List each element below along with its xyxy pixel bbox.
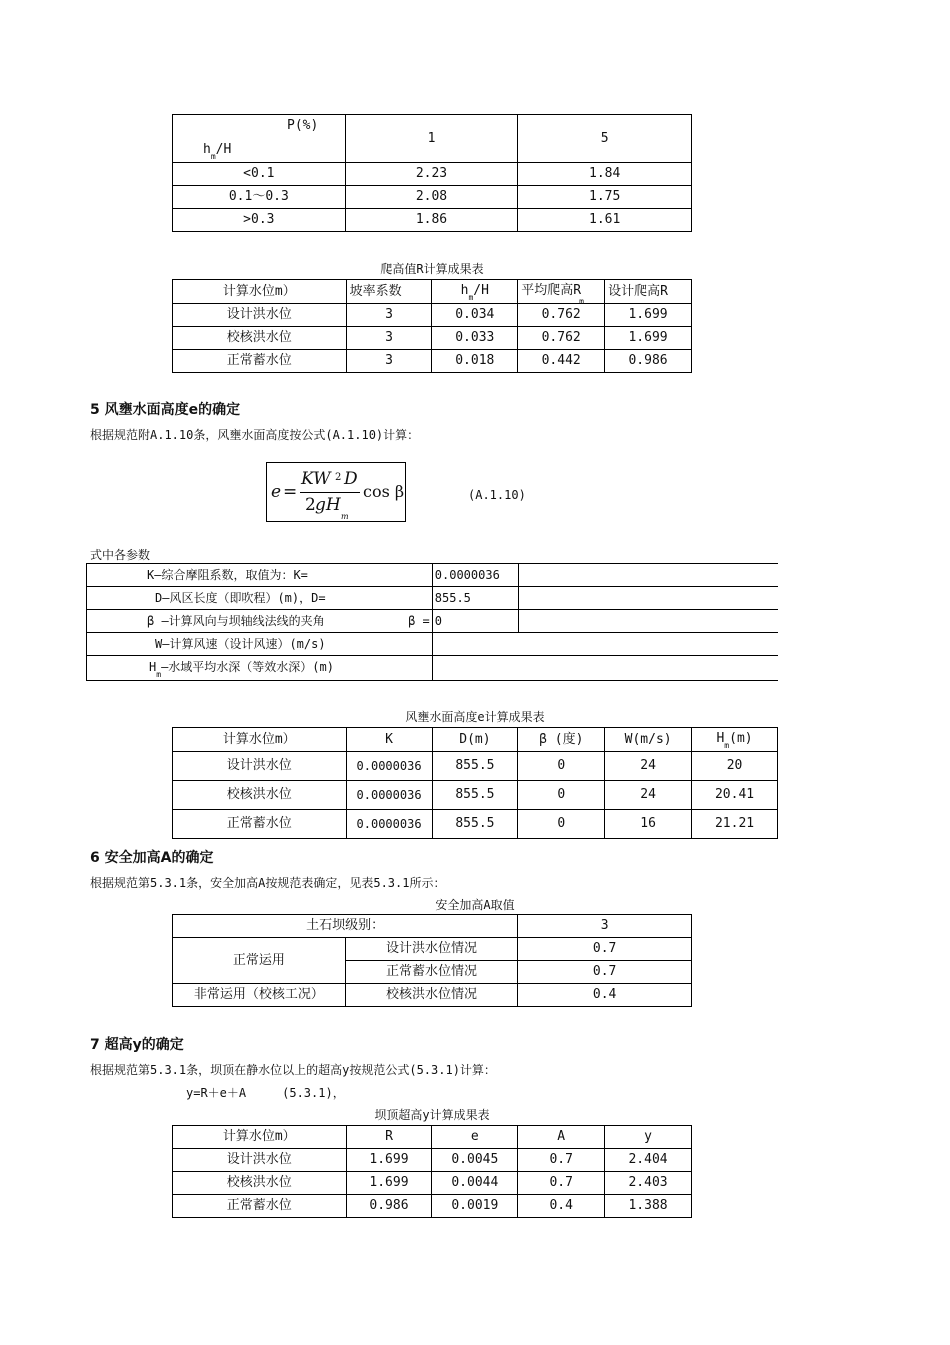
condition-label: 设计洪水位情况 — [345, 938, 518, 961]
condition-label: 正常蓄水位情况 — [345, 961, 518, 984]
table-caption-r: 爬高值R计算成果表 — [380, 262, 484, 276]
section-7-formula: y=R＋e＋A (5.3.1)， — [90, 1086, 345, 1100]
table-cell: 20 — [692, 752, 778, 781]
table-row — [173, 752, 778, 781]
table-cell: 20.41 — [692, 781, 778, 810]
row-group-label: 非常运用（校核工况） — [173, 984, 346, 1007]
param-value — [432, 656, 778, 681]
table-cell: 0 — [518, 752, 605, 781]
table-cell: 2.23 — [345, 163, 518, 186]
col-header: 计算水位m） — [173, 728, 347, 752]
table-row — [173, 304, 692, 327]
table-cell: 24 — [605, 781, 692, 810]
param-row-w — [87, 633, 779, 656]
row-label: 校核洪水位 — [173, 1172, 347, 1195]
col-header: K — [346, 728, 432, 752]
row-label: >0.3 — [173, 209, 346, 232]
table-row — [173, 1172, 692, 1195]
table-row — [173, 938, 692, 961]
table-cell: 1.75 — [518, 186, 692, 209]
col-header: 设计爬高R — [605, 280, 692, 304]
table-cell: 0.7 — [518, 1149, 605, 1172]
empty-cell — [518, 564, 778, 587]
table-row — [173, 810, 778, 839]
table-cell: 1.86 — [345, 209, 518, 232]
table-cell: 0.7 — [518, 1172, 605, 1195]
param-value — [432, 633, 778, 656]
row-label: 正常蓄水位 — [173, 350, 347, 373]
frequency-coefficient-table — [172, 114, 692, 232]
table-cell: 0.7 — [518, 938, 692, 961]
table-cell: 0.0044 — [432, 1172, 518, 1195]
table-cell: 0.0000036 — [346, 752, 432, 781]
table-row — [173, 327, 692, 350]
table-caption-a: 安全加高A取值 — [435, 898, 515, 912]
hm-over-h-label: $h_m/H$ — [203, 142, 232, 161]
row-label: 正常蓄水位 — [173, 1195, 347, 1218]
table-cell: 2.403 — [605, 1172, 692, 1195]
table-cell: 0.018 — [432, 350, 518, 373]
table-cell: 0 — [518, 810, 605, 839]
col-header: 坡率系数 — [346, 280, 432, 304]
table-cell: 24 — [605, 752, 692, 781]
table-cell: 3 — [346, 327, 432, 350]
section-6-heading: 6 安全加高A的确定 — [90, 850, 214, 866]
table-header-row — [173, 728, 778, 752]
table-header-row — [173, 280, 692, 304]
table-cell: 0.986 — [346, 1195, 432, 1218]
table-cell: 3 — [346, 304, 432, 327]
param-label: K—综合摩阻系数，取值为：K= — [87, 564, 433, 587]
section-5-text: 根据规范附A.1.10条，风壅水面高度按公式(A.1.10)计算： — [90, 428, 420, 442]
col-header: D(m) — [432, 728, 518, 752]
table-cell: 1.699 — [605, 304, 692, 327]
table-cell: 0.762 — [518, 327, 605, 350]
table-cell: 0.7 — [518, 961, 692, 984]
empty-cell — [518, 610, 778, 633]
param-label: W—计算风速（设计风速）(m/s) — [87, 633, 433, 656]
section-7-text-1: 根据规范第5.3.1条，坝顶在静水位以上的超高y按规范公式(5.3.1)计算： — [90, 1063, 496, 1077]
p-percent-label: P(%) — [287, 118, 319, 133]
table-cell: 0.4 — [518, 984, 692, 1007]
table-cell: 0.0045 — [432, 1149, 518, 1172]
row-label: 设计洪水位 — [173, 304, 347, 327]
section-6-text: 根据规范第5.3.1条，安全加高A按规范表确定，见表5.3.1所示： — [90, 876, 446, 890]
param-value: 0.0000036 — [432, 564, 518, 587]
col-header: 平均爬高$R_m$ — [518, 280, 605, 304]
table-caption-y: 坝顶超高y计算成果表 — [374, 1108, 490, 1122]
wind-setup-formula: e = KW 2 D 2 gH m cos β — [266, 462, 406, 522]
grade-value: 3 — [518, 915, 692, 938]
table-cell: 0.442 — [518, 350, 605, 373]
row-label: <0.1 — [173, 163, 346, 186]
table-cell: 1.699 — [346, 1172, 432, 1195]
table-cell: 855.5 — [432, 810, 518, 839]
crest-freeboard-result-table — [172, 1125, 692, 1218]
table-cell: 855.5 — [432, 752, 518, 781]
table-row — [173, 1195, 692, 1218]
row-label: 0.1～0.3 — [173, 186, 346, 209]
table-cell: 0.762 — [518, 304, 605, 327]
param-label: D—风区长度（即吹程）(m)，D= — [87, 587, 433, 610]
row-label: 校核洪水位 — [173, 781, 347, 810]
col-header: e — [432, 1126, 518, 1149]
table-cell: 0.4 — [518, 1195, 605, 1218]
table-row — [173, 781, 778, 810]
table-cell: 2.404 — [605, 1149, 692, 1172]
row-label: 正常蓄水位 — [173, 810, 347, 839]
param-row-hm — [87, 656, 779, 681]
grade-row — [173, 915, 692, 938]
table-corner-cell — [173, 115, 346, 163]
col-header: R — [346, 1126, 432, 1149]
safety-freeboard-table — [172, 914, 692, 1007]
col-header: $h_m/H$ — [432, 280, 518, 304]
table-row — [173, 1149, 692, 1172]
formula-label: (A.1.10) — [408, 488, 526, 502]
table-cell: 1.84 — [518, 163, 692, 186]
params-table — [86, 563, 778, 681]
table-row — [173, 350, 692, 373]
col-header: 计算水位m） — [173, 1126, 347, 1149]
table-cell: 16 — [605, 810, 692, 839]
table-cell: 0.0019 — [432, 1195, 518, 1218]
runup-result-table — [172, 279, 692, 373]
param-label: $H_m—$水域平均水深（等效水深）(m) — [87, 656, 433, 681]
table-cell: 0.033 — [432, 327, 518, 350]
col-header-1: 1 — [345, 115, 518, 163]
col-header: $H_m(m)$ — [692, 728, 778, 752]
table-row — [173, 163, 692, 186]
row-label: 设计洪水位 — [173, 1149, 347, 1172]
param-row-d — [87, 587, 779, 610]
table-cell: 855.5 — [432, 781, 518, 810]
wind-setup-result-table — [172, 727, 778, 839]
grade-label: 土石坝级别： — [173, 915, 518, 938]
table-row — [173, 186, 692, 209]
table-header-row — [173, 1126, 692, 1149]
row-label: 设计洪水位 — [173, 752, 347, 781]
table-cell: 0.034 — [432, 304, 518, 327]
table-cell: 3 — [346, 350, 432, 373]
col-header: W(m/s) — [605, 728, 692, 752]
param-value: 0 — [432, 610, 518, 633]
param-row-k — [87, 564, 779, 587]
table-cell: 0 — [518, 781, 605, 810]
table-cell: 1.699 — [605, 327, 692, 350]
condition-label: 校核洪水位情况 — [345, 984, 518, 1007]
table-caption-e: 风壅水面高度e计算成果表 — [405, 710, 545, 724]
table-cell: 0.986 — [605, 350, 692, 373]
param-row-beta — [87, 610, 779, 633]
row-group-label: 正常运用 — [173, 938, 346, 984]
col-header: y — [605, 1126, 692, 1149]
table-cell: 1.388 — [605, 1195, 692, 1218]
col-header-5: 5 — [518, 115, 692, 163]
table-cell: 0.0000036 — [346, 810, 432, 839]
section-7-heading: 7 超高y的确定 — [90, 1037, 184, 1053]
table-cell: 21.21 — [692, 810, 778, 839]
param-value: 855.5 — [432, 587, 518, 610]
table-cell: 2.08 — [345, 186, 518, 209]
params-title: 式中各参数 — [90, 548, 151, 562]
param-label: β —计算风向与坝轴线法线的夹角 β = — [87, 610, 433, 633]
table-row — [173, 209, 692, 232]
table-cell: 1.61 — [518, 209, 692, 232]
col-header: 计算水位m） — [173, 280, 347, 304]
row-label: 校核洪水位 — [173, 327, 347, 350]
section-5-heading: 5 风壅水面高度e的确定 — [90, 402, 241, 418]
table-row — [173, 984, 692, 1007]
empty-cell — [518, 587, 778, 610]
table-cell: 1.699 — [346, 1149, 432, 1172]
col-header: β (度) — [518, 728, 605, 752]
table-cell: 0.0000036 — [346, 781, 432, 810]
col-header: A — [518, 1126, 605, 1149]
